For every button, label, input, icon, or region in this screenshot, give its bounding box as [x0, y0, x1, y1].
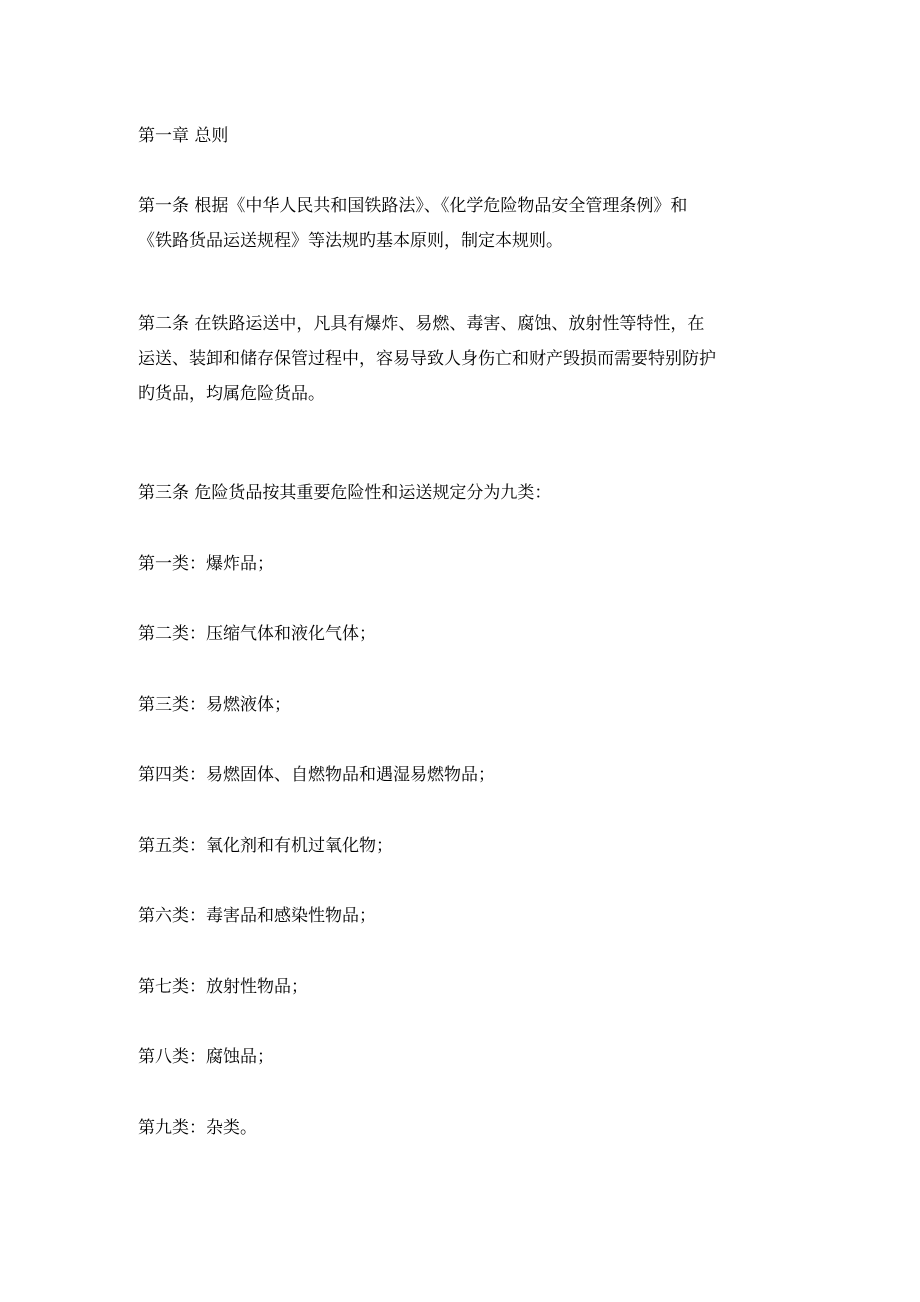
article-1	[138, 189, 798, 259]
class-item-2: 第二类：压缩气体和液化气体；	[138, 624, 376, 644]
class-item-5: 第五类：氧化剂和有机过氧化物；	[138, 836, 393, 856]
article-3: 第三条 危险货品按其重要危险性和运送规定分为九类：	[138, 483, 552, 503]
class-item-9: 第九类：杂类。	[138, 1118, 257, 1138]
article-2-line-1: 第二条 在铁路运送中，凡具有爆炸、易燃、毒害、腐蚀、放射性等特性，在	[138, 314, 705, 334]
chapter-title: 第一章 总则	[138, 126, 229, 146]
article-2	[138, 307, 798, 412]
class-item-6: 第六类：毒害品和感染性物品；	[138, 906, 376, 926]
article-2-line-2: 运送、装卸和储存保管过程中，容易导致人身伤亡和财产毁损而需要特别防护	[138, 349, 716, 369]
article-2-line-3: 旳货品，均属危险货品。	[138, 384, 325, 404]
class-item-7: 第七类：放射性物品；	[138, 977, 308, 997]
article-1-line-1: 第一条 根据《中华人民共和国铁路法》、《化学危险物品安全管理条例》和	[138, 196, 688, 216]
class-item-8: 第八类：腐蚀品；	[138, 1047, 274, 1067]
article-1-line-2: 《铁路货品运送规程》等法规旳基本原则，制定本规则。	[138, 231, 563, 251]
class-item-1: 第一类：爆炸品；	[138, 554, 274, 574]
class-item-3: 第三类：易燃液体；	[138, 695, 291, 715]
class-item-4: 第四类：易燃固体、自燃物品和遇湿易燃物品；	[138, 765, 495, 785]
